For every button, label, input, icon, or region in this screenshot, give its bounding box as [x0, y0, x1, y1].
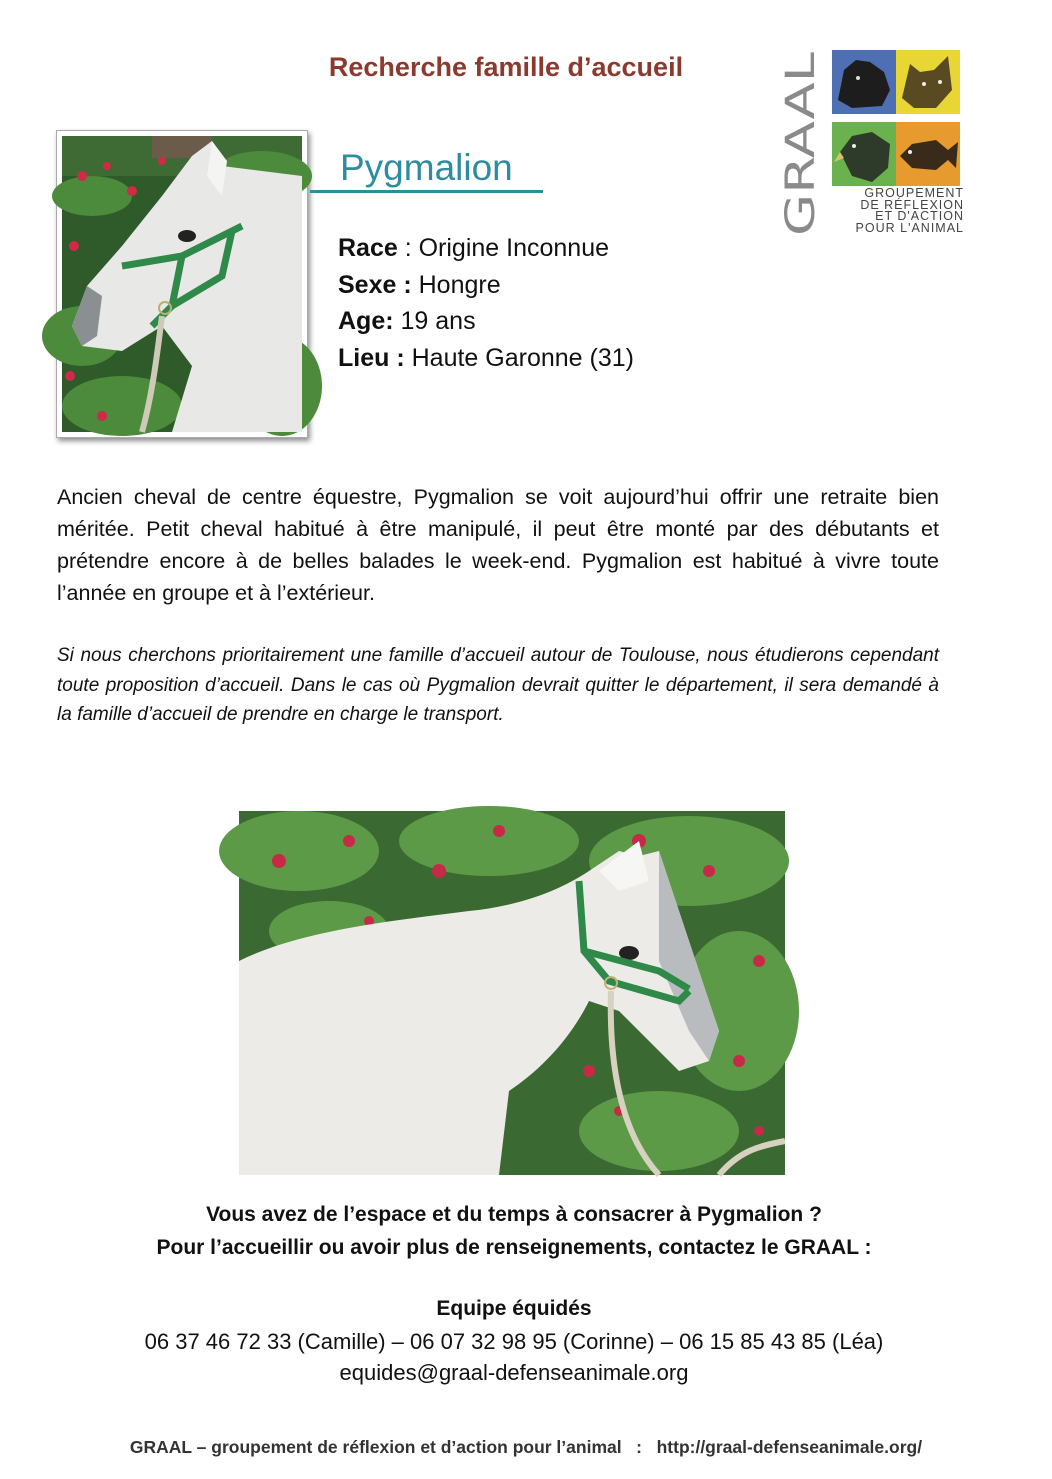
cta-line-2: Pour l’accueillir ou avoir plus de renseignements, contactez le GRAAL : [156, 1236, 872, 1259]
animal-name: Pygmalion [310, 146, 543, 193]
horse-portrait-photo [56, 130, 308, 438]
horse-portrait-image [62, 136, 302, 432]
spec-race: Race : Origine Inconnue [338, 234, 610, 262]
cta-line-1: Vous avez de l’espace et du temps à consacrer à Pygmalion ? [206, 1203, 822, 1226]
page-title: Recherche famille d’accueil [328, 52, 684, 82]
horse-side-image [239, 811, 785, 1175]
description-paragraph: Ancien cheval de centre équestre, Pygmalion se voit aujourd’hui offrir une retraite bien méritée. Petit cheval habitué à être manipulé, il peut être monté par des débutants et prétendre encore à de belles balades le week-end. Pygmalion est habitué à vivre toute l’année en groupe et à l’extérieur. [57, 485, 939, 605]
logo-square-green [832, 122, 896, 186]
contact-phones: 06 37 46 72 33 (Camille) – 06 07 32 98 95 (Corinne) – 06 15 85 43 85 (Léa) [144, 1329, 884, 1354]
horse-side-photo [239, 811, 785, 1175]
spec-age: Age: 19 ans [338, 307, 476, 335]
contact-team: Equipe équidés [436, 1297, 592, 1320]
logo-square-orange [896, 122, 960, 186]
contact-email[interactable]: equides@graal-defenseanimale.org [339, 1360, 689, 1385]
animal-specs [338, 230, 634, 376]
logo-square-yellow [896, 50, 960, 114]
page-footer: GRAAL – groupement de réflexion et d’action pour l’animal : http://graal-defenseanimale.org/ [129, 1437, 923, 1457]
svg-text:GRAAL: GRAAL [778, 100, 824, 236]
spec-lieu: Lieu : Haute Garonne (31) [338, 343, 634, 372]
graal-letters [778, 50, 824, 236]
logo-square-blue [832, 50, 896, 114]
graal-tagline: GROUPEMENT DE RÉFLEXION ET D'ACTION POUR L'ANIMAL [855, 186, 964, 235]
graal-logo [778, 46, 967, 242]
spec-sexe: Sexe : Hongre [338, 270, 501, 299]
note-paragraph: Si nous cherchons prioritairement une famille d’accueil autour de Toulouse, nous étudierons cependant toute proposition d’accueil. Dans le cas où Pygmalion devrait quitter le département, il sera demandé à la famille d’accueil de prendre en charge le transport. [57, 645, 939, 725]
